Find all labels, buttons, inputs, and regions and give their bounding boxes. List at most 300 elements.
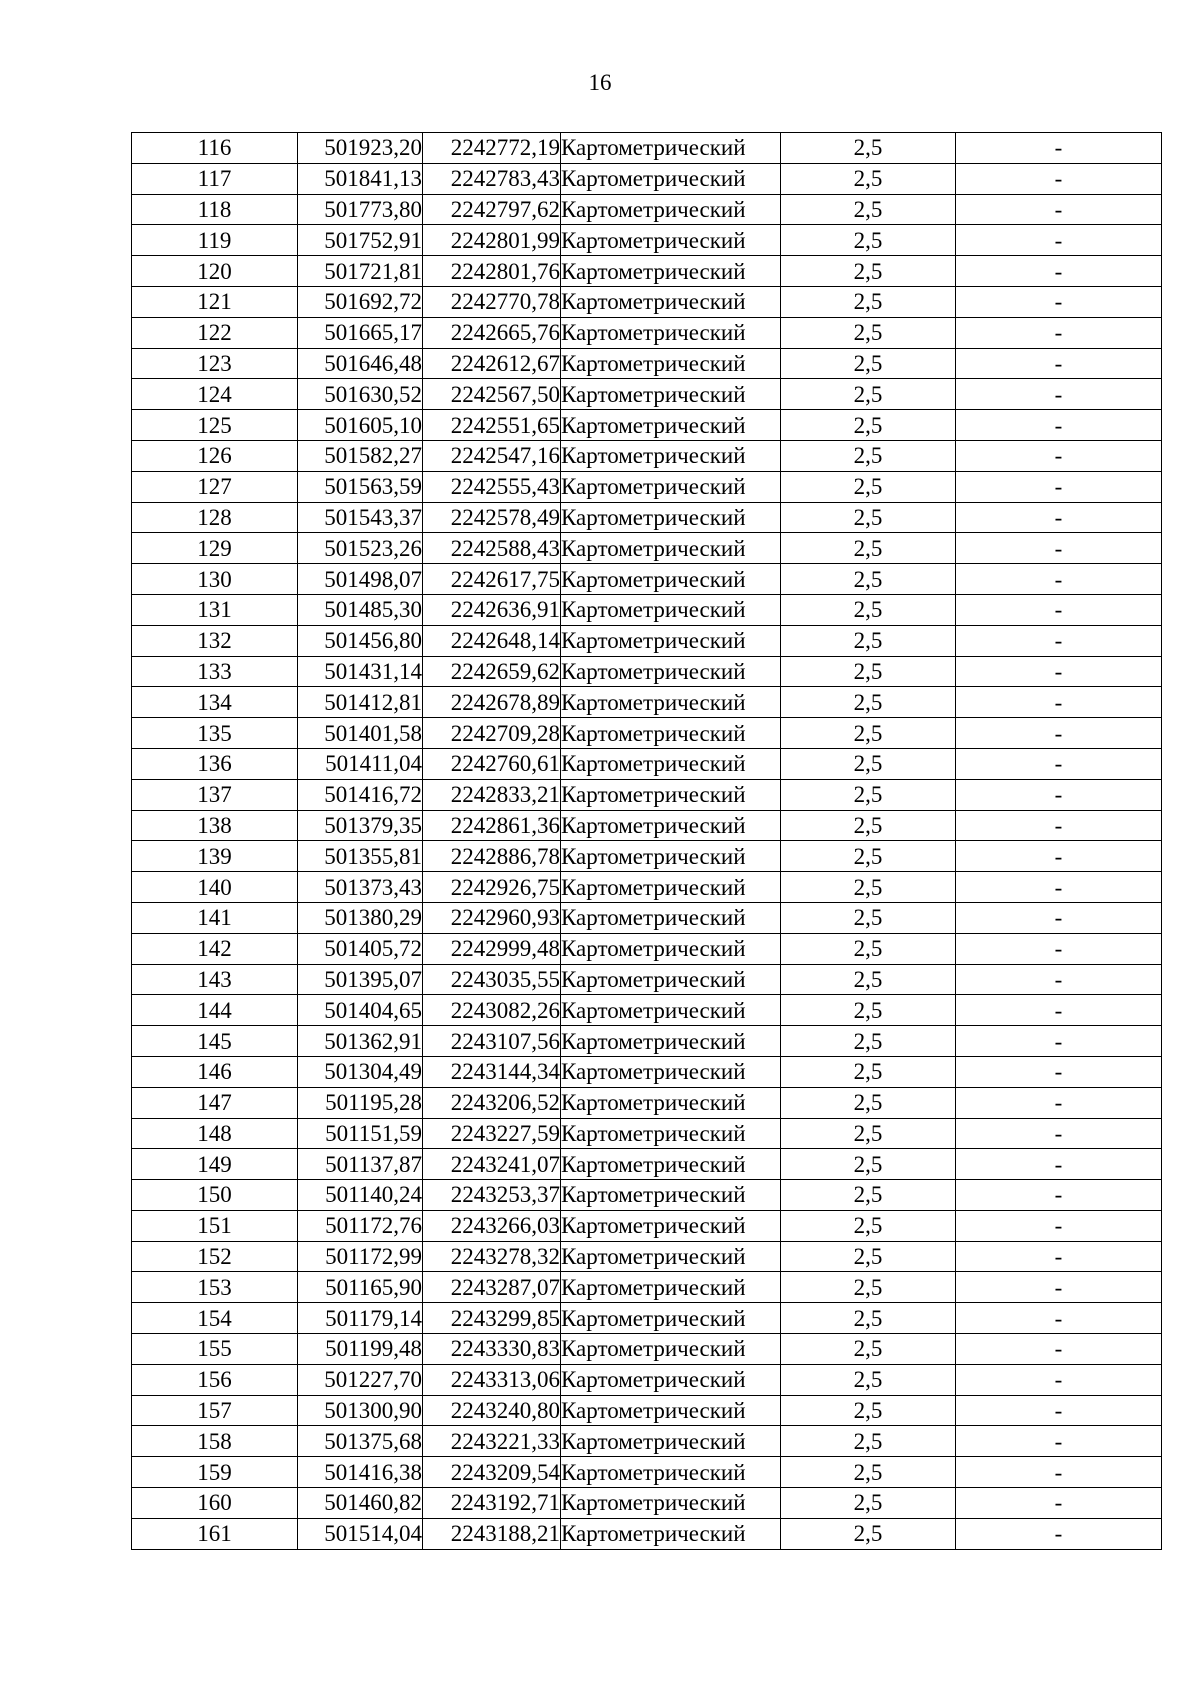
method-cell: Картометрический <box>561 1026 781 1057</box>
point-number-cell: 134 <box>132 687 298 718</box>
x-coordinate-cell: 501300,90 <box>298 1395 423 1426</box>
method-cell: Картометрический <box>561 1180 781 1211</box>
note-cell: - <box>956 317 1162 348</box>
note-cell: - <box>956 1210 1162 1241</box>
accuracy-cell: 2,5 <box>781 810 956 841</box>
point-number-cell: 116 <box>132 133 298 164</box>
method-cell: Картометрический <box>561 317 781 348</box>
note-cell: - <box>956 348 1162 379</box>
point-number-cell: 153 <box>132 1272 298 1303</box>
x-coordinate-cell: 501630,52 <box>298 379 423 410</box>
accuracy-cell: 2,5 <box>781 594 956 625</box>
x-coordinate-cell: 501431,14 <box>298 656 423 687</box>
method-cell: Картометрический <box>561 1426 781 1457</box>
note-cell: - <box>956 410 1162 441</box>
x-coordinate-cell: 501563,59 <box>298 471 423 502</box>
accuracy-cell: 2,5 <box>781 317 956 348</box>
method-cell: Картометрический <box>561 779 781 810</box>
method-cell: Картометрический <box>561 502 781 533</box>
table-row <box>132 502 1162 533</box>
method-cell: Картометрический <box>561 748 781 779</box>
x-coordinate-cell: 501692,72 <box>298 286 423 317</box>
y-coordinate-cell: 2242551,65 <box>423 410 561 441</box>
x-coordinate-cell: 501456,80 <box>298 625 423 656</box>
note-cell: - <box>956 1118 1162 1149</box>
table-row <box>132 1364 1162 1395</box>
table-row <box>132 995 1162 1026</box>
x-coordinate-cell: 501405,72 <box>298 933 423 964</box>
note-cell: - <box>956 872 1162 903</box>
accuracy-cell: 2,5 <box>781 1395 956 1426</box>
point-number-cell: 150 <box>132 1180 298 1211</box>
table-row <box>132 964 1162 995</box>
x-coordinate-cell: 501923,20 <box>298 133 423 164</box>
table-row <box>132 348 1162 379</box>
x-coordinate-cell: 501395,07 <box>298 964 423 995</box>
note-cell: - <box>956 687 1162 718</box>
method-cell: Картометрический <box>561 564 781 595</box>
table-row <box>132 163 1162 194</box>
y-coordinate-cell: 2243188,21 <box>423 1518 561 1549</box>
point-number-cell: 141 <box>132 902 298 933</box>
table-row <box>132 1241 1162 1272</box>
accuracy-cell: 2,5 <box>781 1303 956 1334</box>
table-row <box>132 872 1162 903</box>
y-coordinate-cell: 2243035,55 <box>423 964 561 995</box>
point-number-cell: 157 <box>132 1395 298 1426</box>
point-number-cell: 156 <box>132 1364 298 1395</box>
method-cell: Картометрический <box>561 533 781 564</box>
accuracy-cell: 2,5 <box>781 841 956 872</box>
method-cell: Картометрический <box>561 594 781 625</box>
x-coordinate-cell: 501721,81 <box>298 256 423 287</box>
x-coordinate-cell: 501380,29 <box>298 902 423 933</box>
y-coordinate-cell: 2243209,54 <box>423 1457 561 1488</box>
accuracy-cell: 2,5 <box>781 902 956 933</box>
accuracy-cell: 2,5 <box>781 748 956 779</box>
accuracy-cell: 2,5 <box>781 440 956 471</box>
y-coordinate-cell: 2243253,37 <box>423 1180 561 1211</box>
x-coordinate-cell: 501582,27 <box>298 440 423 471</box>
accuracy-cell: 2,5 <box>781 1118 956 1149</box>
y-coordinate-cell: 2242801,76 <box>423 256 561 287</box>
point-number-cell: 129 <box>132 533 298 564</box>
note-cell: - <box>956 1056 1162 1087</box>
accuracy-cell: 2,5 <box>781 687 956 718</box>
accuracy-cell: 2,5 <box>781 1457 956 1488</box>
accuracy-cell: 2,5 <box>781 194 956 225</box>
point-number-cell: 143 <box>132 964 298 995</box>
method-cell: Картометрический <box>561 1303 781 1334</box>
y-coordinate-cell: 2243241,07 <box>423 1149 561 1180</box>
x-coordinate-cell: 501646,48 <box>298 348 423 379</box>
accuracy-cell: 2,5 <box>781 1056 956 1087</box>
y-coordinate-cell: 2242999,48 <box>423 933 561 964</box>
table-row <box>132 133 1162 164</box>
accuracy-cell: 2,5 <box>781 1488 956 1519</box>
accuracy-cell: 2,5 <box>781 1272 956 1303</box>
table-row <box>132 256 1162 287</box>
note-cell: - <box>956 194 1162 225</box>
x-coordinate-cell: 501416,72 <box>298 779 423 810</box>
accuracy-cell: 2,5 <box>781 1241 956 1272</box>
note-cell: - <box>956 440 1162 471</box>
point-number-cell: 130 <box>132 564 298 595</box>
table-row <box>132 779 1162 810</box>
accuracy-cell: 2,5 <box>781 964 956 995</box>
note-cell: - <box>956 533 1162 564</box>
table-row <box>132 1457 1162 1488</box>
y-coordinate-cell: 2243206,52 <box>423 1087 561 1118</box>
x-coordinate-cell: 501514,04 <box>298 1518 423 1549</box>
method-cell: Картометрический <box>561 256 781 287</box>
x-coordinate-cell: 501172,99 <box>298 1241 423 1272</box>
x-coordinate-cell: 501543,37 <box>298 502 423 533</box>
x-coordinate-cell: 501137,87 <box>298 1149 423 1180</box>
table-row <box>132 410 1162 441</box>
method-cell: Картометрический <box>561 1149 781 1180</box>
note-cell: - <box>956 133 1162 164</box>
note-cell: - <box>956 841 1162 872</box>
note-cell: - <box>956 1518 1162 1549</box>
point-number-cell: 145 <box>132 1026 298 1057</box>
point-number-cell: 126 <box>132 440 298 471</box>
method-cell: Картометрический <box>561 1210 781 1241</box>
y-coordinate-cell: 2242709,28 <box>423 718 561 749</box>
y-coordinate-cell: 2242659,62 <box>423 656 561 687</box>
x-coordinate-cell: 501404,65 <box>298 995 423 1026</box>
method-cell: Картометрический <box>561 379 781 410</box>
table-row <box>132 1272 1162 1303</box>
x-coordinate-cell: 501752,91 <box>298 225 423 256</box>
method-cell: Картометрический <box>561 133 781 164</box>
point-number-cell: 127 <box>132 471 298 502</box>
x-coordinate-cell: 501605,10 <box>298 410 423 441</box>
accuracy-cell: 2,5 <box>781 286 956 317</box>
method-cell: Картометрический <box>561 902 781 933</box>
note-cell: - <box>956 1395 1162 1426</box>
table-row <box>132 748 1162 779</box>
point-number-cell: 142 <box>132 933 298 964</box>
x-coordinate-cell: 501498,07 <box>298 564 423 595</box>
note-cell: - <box>956 256 1162 287</box>
y-coordinate-cell: 2242926,75 <box>423 872 561 903</box>
note-cell: - <box>956 995 1162 1026</box>
method-cell: Картометрический <box>561 964 781 995</box>
y-coordinate-cell: 2243266,03 <box>423 1210 561 1241</box>
table-row <box>132 1118 1162 1149</box>
note-cell: - <box>956 810 1162 841</box>
accuracy-cell: 2,5 <box>781 1180 956 1211</box>
x-coordinate-cell: 501179,14 <box>298 1303 423 1334</box>
accuracy-cell: 2,5 <box>781 1149 956 1180</box>
accuracy-cell: 2,5 <box>781 1426 956 1457</box>
table-row <box>132 625 1162 656</box>
note-cell: - <box>956 1241 1162 1272</box>
point-number-cell: 133 <box>132 656 298 687</box>
method-cell: Картометрический <box>561 286 781 317</box>
x-coordinate-cell: 501412,81 <box>298 687 423 718</box>
point-number-cell: 139 <box>132 841 298 872</box>
point-number-cell: 148 <box>132 1118 298 1149</box>
y-coordinate-cell: 2242861,36 <box>423 810 561 841</box>
y-coordinate-cell: 2243192,71 <box>423 1488 561 1519</box>
note-cell: - <box>956 902 1162 933</box>
method-cell: Картометрический <box>561 995 781 1026</box>
x-coordinate-cell: 501227,70 <box>298 1364 423 1395</box>
method-cell: Картометрический <box>561 225 781 256</box>
y-coordinate-cell: 2243240,80 <box>423 1395 561 1426</box>
method-cell: Картометрический <box>561 718 781 749</box>
accuracy-cell: 2,5 <box>781 1026 956 1057</box>
y-coordinate-cell: 2243299,85 <box>423 1303 561 1334</box>
table-row <box>132 1303 1162 1334</box>
method-cell: Картометрический <box>561 1272 781 1303</box>
accuracy-cell: 2,5 <box>781 718 956 749</box>
note-cell: - <box>956 471 1162 502</box>
method-cell: Картометрический <box>561 1395 781 1426</box>
point-number-cell: 119 <box>132 225 298 256</box>
method-cell: Картометрический <box>561 1334 781 1365</box>
point-number-cell: 152 <box>132 1241 298 1272</box>
table-row <box>132 594 1162 625</box>
y-coordinate-cell: 2242760,61 <box>423 748 561 779</box>
point-number-cell: 118 <box>132 194 298 225</box>
note-cell: - <box>956 1087 1162 1118</box>
point-number-cell: 158 <box>132 1426 298 1457</box>
method-cell: Картометрический <box>561 1241 781 1272</box>
y-coordinate-cell: 2242617,75 <box>423 564 561 595</box>
x-coordinate-cell: 501375,68 <box>298 1426 423 1457</box>
x-coordinate-cell: 501773,80 <box>298 194 423 225</box>
method-cell: Картометрический <box>561 1364 781 1395</box>
accuracy-cell: 2,5 <box>781 564 956 595</box>
note-cell: - <box>956 163 1162 194</box>
y-coordinate-cell: 2243221,33 <box>423 1426 561 1457</box>
accuracy-cell: 2,5 <box>781 533 956 564</box>
point-number-cell: 160 <box>132 1488 298 1519</box>
table-row <box>132 1426 1162 1457</box>
page-number: 16 <box>588 70 612 95</box>
table-row <box>132 317 1162 348</box>
x-coordinate-cell: 501665,17 <box>298 317 423 348</box>
note-cell: - <box>956 286 1162 317</box>
y-coordinate-cell: 2242567,50 <box>423 379 561 410</box>
note-cell: - <box>956 933 1162 964</box>
method-cell: Картометрический <box>561 872 781 903</box>
y-coordinate-cell: 2242636,91 <box>423 594 561 625</box>
note-cell: - <box>956 1180 1162 1211</box>
table-row <box>132 1026 1162 1057</box>
y-coordinate-cell: 2242612,67 <box>423 348 561 379</box>
y-coordinate-cell: 2243313,06 <box>423 1364 561 1395</box>
y-coordinate-cell: 2242665,76 <box>423 317 561 348</box>
y-coordinate-cell: 2243144,34 <box>423 1056 561 1087</box>
y-coordinate-cell: 2242797,62 <box>423 194 561 225</box>
table-row <box>132 1518 1162 1549</box>
accuracy-cell: 2,5 <box>781 256 956 287</box>
point-number-cell: 131 <box>132 594 298 625</box>
point-number-cell: 135 <box>132 718 298 749</box>
note-cell: - <box>956 1426 1162 1457</box>
method-cell: Картометрический <box>561 471 781 502</box>
y-coordinate-cell: 2242578,49 <box>423 502 561 533</box>
x-coordinate-cell: 501379,35 <box>298 810 423 841</box>
point-number-cell: 138 <box>132 810 298 841</box>
method-cell: Картометрический <box>561 656 781 687</box>
table-row <box>132 810 1162 841</box>
note-cell: - <box>956 1026 1162 1057</box>
table-row <box>132 687 1162 718</box>
point-number-cell: 137 <box>132 779 298 810</box>
note-cell: - <box>956 718 1162 749</box>
method-cell: Картометрический <box>561 933 781 964</box>
accuracy-cell: 2,5 <box>781 779 956 810</box>
table-row <box>132 471 1162 502</box>
point-number-cell: 136 <box>132 748 298 779</box>
accuracy-cell: 2,5 <box>781 933 956 964</box>
x-coordinate-cell: 501165,90 <box>298 1272 423 1303</box>
point-number-cell: 159 <box>132 1457 298 1488</box>
note-cell: - <box>956 225 1162 256</box>
y-coordinate-cell: 2242960,93 <box>423 902 561 933</box>
y-coordinate-cell: 2242648,14 <box>423 625 561 656</box>
x-coordinate-cell: 501172,76 <box>298 1210 423 1241</box>
accuracy-cell: 2,5 <box>781 1518 956 1549</box>
note-cell: - <box>956 1303 1162 1334</box>
y-coordinate-cell: 2243278,32 <box>423 1241 561 1272</box>
y-coordinate-cell: 2242772,19 <box>423 133 561 164</box>
y-coordinate-cell: 2243330,83 <box>423 1334 561 1365</box>
y-coordinate-cell: 2243082,26 <box>423 995 561 1026</box>
accuracy-cell: 2,5 <box>781 1334 956 1365</box>
table-row <box>132 1334 1162 1365</box>
method-cell: Картометрический <box>561 163 781 194</box>
point-number-cell: 120 <box>132 256 298 287</box>
accuracy-cell: 2,5 <box>781 163 956 194</box>
note-cell: - <box>956 502 1162 533</box>
table-row <box>132 656 1162 687</box>
accuracy-cell: 2,5 <box>781 410 956 441</box>
x-coordinate-cell: 501416,38 <box>298 1457 423 1488</box>
x-coordinate-cell: 501401,58 <box>298 718 423 749</box>
x-coordinate-cell: 501140,24 <box>298 1180 423 1211</box>
y-coordinate-cell: 2243107,56 <box>423 1026 561 1057</box>
accuracy-cell: 2,5 <box>781 225 956 256</box>
x-coordinate-cell: 501485,30 <box>298 594 423 625</box>
note-cell: - <box>956 656 1162 687</box>
point-number-cell: 154 <box>132 1303 298 1334</box>
y-coordinate-cell: 2243287,07 <box>423 1272 561 1303</box>
point-number-cell: 121 <box>132 286 298 317</box>
note-cell: - <box>956 594 1162 625</box>
x-coordinate-cell: 501841,13 <box>298 163 423 194</box>
note-cell: - <box>956 379 1162 410</box>
method-cell: Картометрический <box>561 1488 781 1519</box>
y-coordinate-cell: 2242783,43 <box>423 163 561 194</box>
point-number-cell: 125 <box>132 410 298 441</box>
method-cell: Картометрический <box>561 1087 781 1118</box>
note-cell: - <box>956 964 1162 995</box>
accuracy-cell: 2,5 <box>781 625 956 656</box>
x-coordinate-cell: 501304,49 <box>298 1056 423 1087</box>
table-row <box>132 564 1162 595</box>
table-row <box>132 841 1162 872</box>
note-cell: - <box>956 1149 1162 1180</box>
point-number-cell: 140 <box>132 872 298 903</box>
coordinates-table <box>131 132 1162 1550</box>
x-coordinate-cell: 501355,81 <box>298 841 423 872</box>
table-row <box>132 1087 1162 1118</box>
method-cell: Картометрический <box>561 440 781 471</box>
y-coordinate-cell: 2242588,43 <box>423 533 561 564</box>
method-cell: Картометрический <box>561 841 781 872</box>
note-cell: - <box>956 1272 1162 1303</box>
y-coordinate-cell: 2242770,78 <box>423 286 561 317</box>
table-row <box>132 1149 1162 1180</box>
table-row <box>132 225 1162 256</box>
y-coordinate-cell: 2242886,78 <box>423 841 561 872</box>
x-coordinate-cell: 501151,59 <box>298 1118 423 1149</box>
x-coordinate-cell: 501373,43 <box>298 872 423 903</box>
method-cell: Картометрический <box>561 1118 781 1149</box>
point-number-cell: 161 <box>132 1518 298 1549</box>
x-coordinate-cell: 501199,48 <box>298 1334 423 1365</box>
accuracy-cell: 2,5 <box>781 1087 956 1118</box>
accuracy-cell: 2,5 <box>781 1364 956 1395</box>
note-cell: - <box>956 625 1162 656</box>
table-row <box>132 1210 1162 1241</box>
accuracy-cell: 2,5 <box>781 995 956 1026</box>
x-coordinate-cell: 501362,91 <box>298 1026 423 1057</box>
table-row <box>132 286 1162 317</box>
accuracy-cell: 2,5 <box>781 379 956 410</box>
method-cell: Картометрический <box>561 348 781 379</box>
point-number-cell: 122 <box>132 317 298 348</box>
coordinates-table-body <box>132 133 1162 1550</box>
x-coordinate-cell: 501523,26 <box>298 533 423 564</box>
y-coordinate-cell: 2242547,16 <box>423 440 561 471</box>
y-coordinate-cell: 2242833,21 <box>423 779 561 810</box>
point-number-cell: 128 <box>132 502 298 533</box>
y-coordinate-cell: 2242555,43 <box>423 471 561 502</box>
method-cell: Картометрический <box>561 194 781 225</box>
x-coordinate-cell: 501411,04 <box>298 748 423 779</box>
accuracy-cell: 2,5 <box>781 1210 956 1241</box>
method-cell: Картометрический <box>561 410 781 441</box>
y-coordinate-cell: 2242801,99 <box>423 225 561 256</box>
table-row <box>132 194 1162 225</box>
method-cell: Картометрический <box>561 1056 781 1087</box>
table-row <box>132 1056 1162 1087</box>
note-cell: - <box>956 1334 1162 1365</box>
method-cell: Картометрический <box>561 1518 781 1549</box>
accuracy-cell: 2,5 <box>781 348 956 379</box>
note-cell: - <box>956 1457 1162 1488</box>
table-row <box>132 1488 1162 1519</box>
x-coordinate-cell: 501460,82 <box>298 1488 423 1519</box>
method-cell: Картометрический <box>561 687 781 718</box>
table-row <box>132 379 1162 410</box>
method-cell: Картометрический <box>561 625 781 656</box>
method-cell: Картометрический <box>561 1457 781 1488</box>
table-row <box>132 902 1162 933</box>
note-cell: - <box>956 1488 1162 1519</box>
point-number-cell: 117 <box>132 163 298 194</box>
x-coordinate-cell: 501195,28 <box>298 1087 423 1118</box>
point-number-cell: 151 <box>132 1210 298 1241</box>
note-cell: - <box>956 779 1162 810</box>
